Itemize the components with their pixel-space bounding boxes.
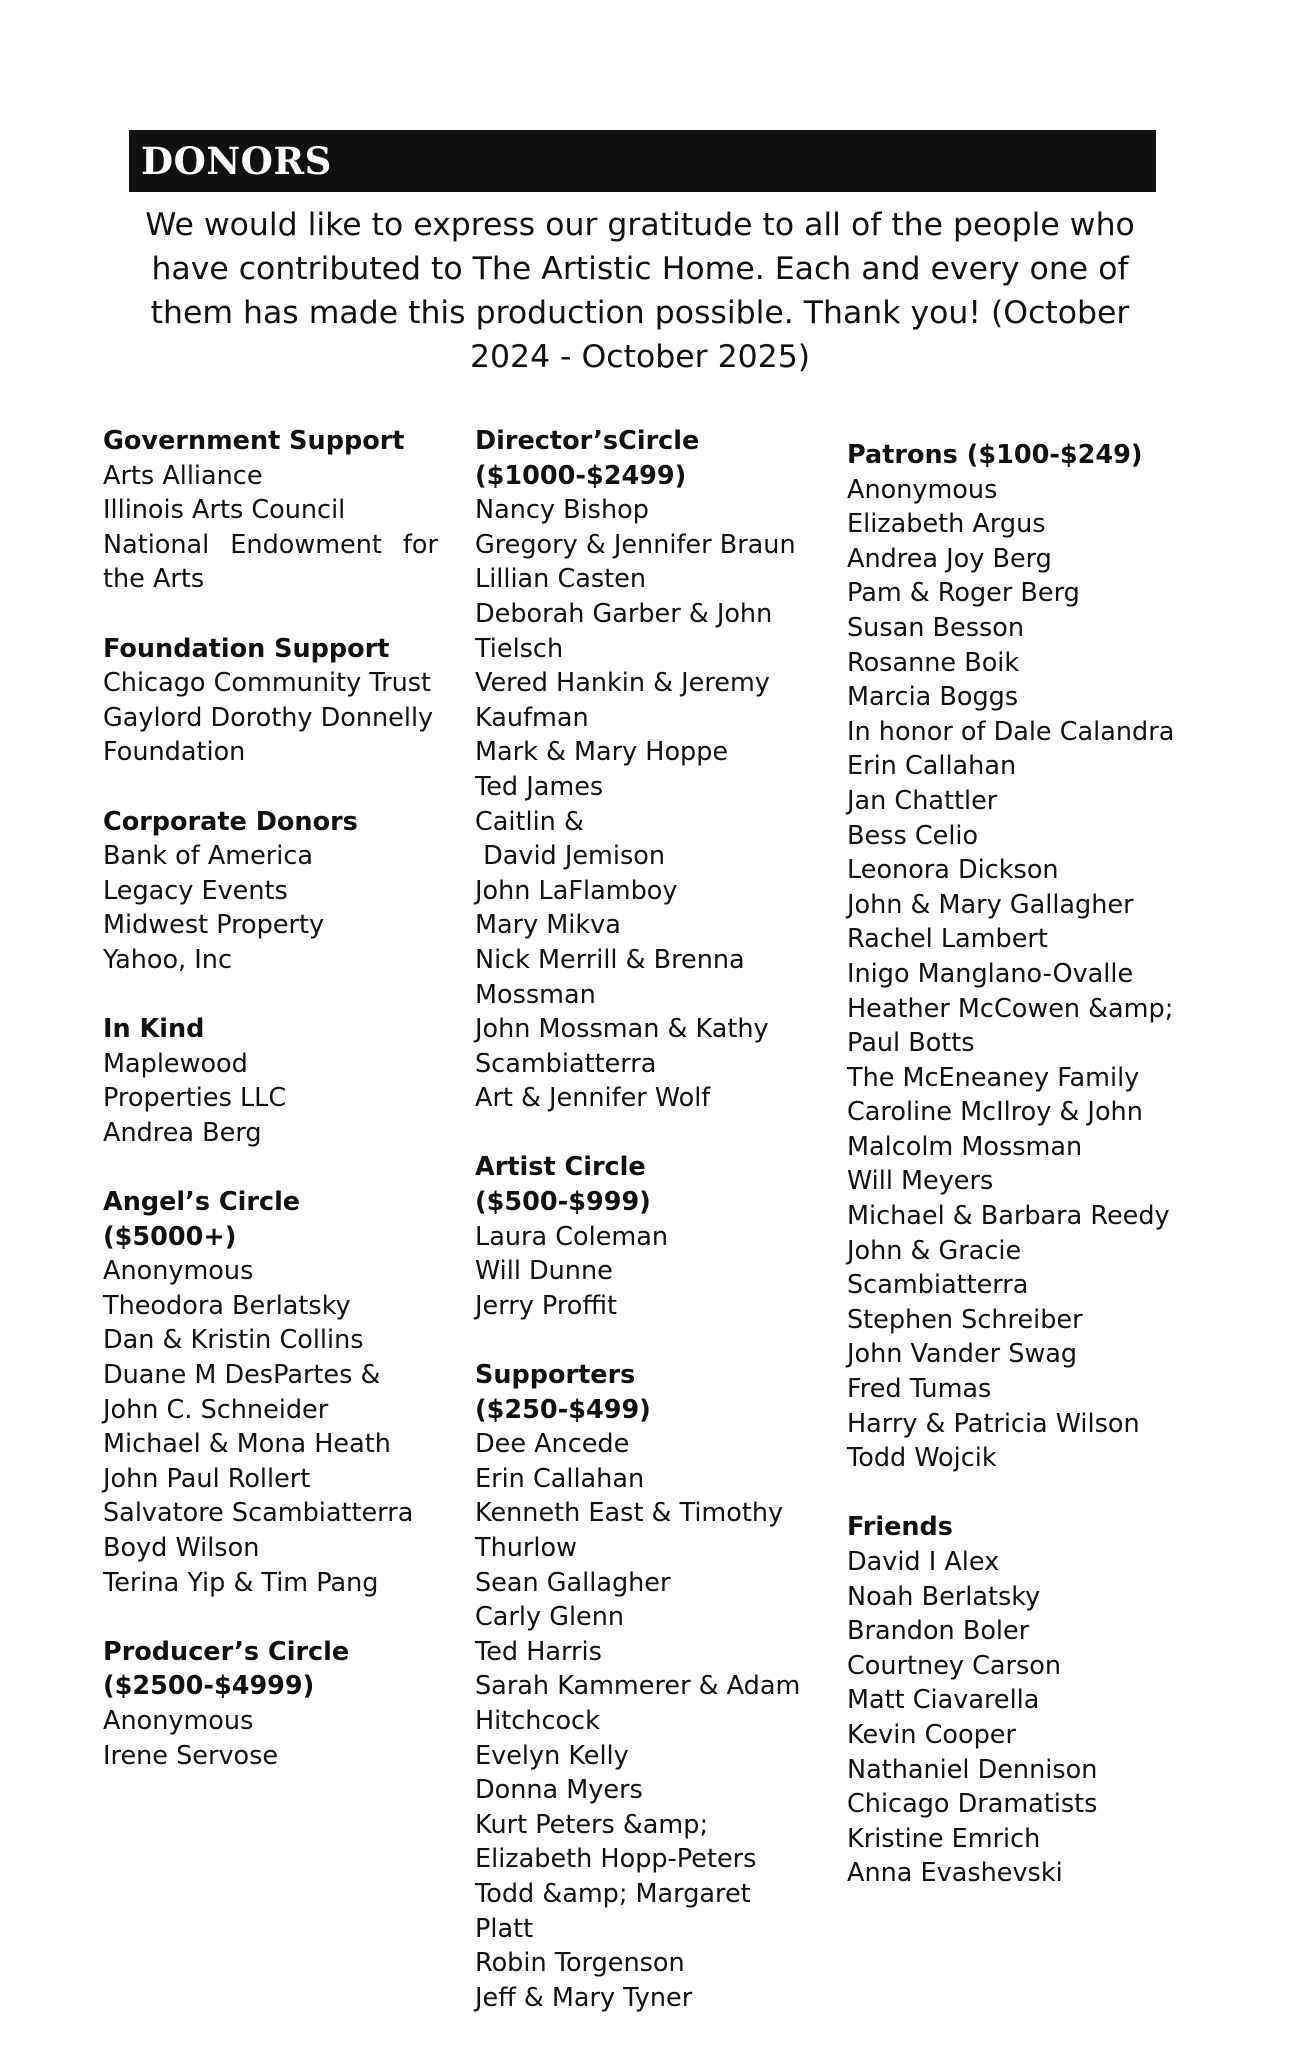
donor-name: Jerry Proffit xyxy=(475,1290,618,1321)
donor-name: Bank of America xyxy=(103,841,314,872)
donor-name: Theodora Berlatsky xyxy=(103,1290,351,1321)
donor-name: The McEneaney Family xyxy=(847,1062,1140,1093)
section-title: Corporate Donors xyxy=(103,806,358,837)
section-in-kind xyxy=(103,1012,438,1150)
donor-name: Fred Tumas xyxy=(847,1374,992,1405)
section-title: Angel’s Circle ($5000+) xyxy=(103,1187,301,1252)
donor-name: Deborah Garber & John xyxy=(475,598,773,629)
donor-name: John Vander Swag xyxy=(847,1339,1078,1370)
donor-name: Anonymous xyxy=(103,1705,254,1736)
donor-name: Mark & Mary Hoppe xyxy=(475,737,729,768)
donor-name: Art & Jennifer Wolf xyxy=(475,1083,711,1114)
section-government-support xyxy=(103,424,438,597)
donor-name: Susan Besson xyxy=(847,612,1025,643)
donor-name: Scambiatterra xyxy=(847,1270,1029,1301)
donor-name: In honor of Dale Calandra xyxy=(847,716,1175,747)
donor-name: Nick Merrill & Brenna xyxy=(475,944,745,975)
donor-name: Jeff & Mary Tyner xyxy=(475,1982,693,2013)
donor-name: Elizabeth Hopp-Peters xyxy=(475,1844,757,1875)
donor-name: Brandon Boler xyxy=(847,1616,1030,1647)
section-foundation-support xyxy=(103,632,438,770)
donor-name: Kristine Emrich xyxy=(847,1823,1041,1854)
donor-name: Chicago Community Trust xyxy=(103,668,432,699)
section-title: Foundation Support xyxy=(103,633,390,664)
donor-name: Hitchcock xyxy=(475,1705,600,1736)
donor-name: Carly Glenn xyxy=(475,1602,625,1633)
donor-name: Michael & Mona Heath xyxy=(103,1429,391,1460)
donor-name: Duane M DesPartes & xyxy=(103,1360,381,1391)
donor-name: Kenneth East & Timothy xyxy=(475,1498,784,1529)
donor-name: National Endowment for the Arts xyxy=(103,529,438,595)
donor-name: Will Dunne xyxy=(475,1256,613,1287)
donor-name: Paul Botts xyxy=(847,1028,975,1059)
donor-name: Irene Servose xyxy=(103,1740,279,1771)
donor-name: Chicago Dramatists xyxy=(847,1789,1098,1820)
donor-name: Donna Myers xyxy=(475,1775,643,1806)
donor-name: Illinois Arts Council xyxy=(103,495,346,526)
donor-name: Jan Chattler xyxy=(847,785,998,816)
donor-name: Legacy Events xyxy=(103,875,288,906)
donor-name: Caroline McIlroy & John xyxy=(847,1097,1143,1128)
section-title: ($1000-$2499) xyxy=(475,460,687,491)
donor-name: Vered Hankin & Jeremy xyxy=(475,668,770,699)
donor-name: Michael & Barbara Reedy xyxy=(847,1201,1170,1232)
section-title: Friends xyxy=(847,1512,953,1543)
donor-name: Bess Celio xyxy=(847,820,979,851)
donor-name: Maplewood xyxy=(103,1048,248,1079)
section-title: Patrons ($100-$249) xyxy=(847,440,1143,470)
donor-column-3 xyxy=(847,438,1177,1926)
donor-name: Caitlin & xyxy=(475,806,584,837)
section-title: In Kind xyxy=(103,1014,205,1045)
donor-name: Nancy Bishop xyxy=(475,495,649,526)
donor-name: Courtney Carson xyxy=(847,1650,1062,1681)
section-angels-circle xyxy=(103,1185,438,1600)
donor-name: Erin Callahan xyxy=(847,751,1017,782)
donor-column-2 xyxy=(475,424,805,2050)
donor-name: Marcia Boggs xyxy=(847,682,1019,713)
donor-name: Pam & Roger Berg xyxy=(847,578,1080,609)
section-title: Director’sCircle xyxy=(475,426,700,456)
section-friends xyxy=(847,1510,1177,1891)
donor-name: John C. Schneider xyxy=(103,1394,329,1425)
donor-name: David I Alex xyxy=(847,1547,1000,1577)
donor-name: Andrea Berg xyxy=(103,1117,262,1148)
section-directors-circle xyxy=(475,424,805,1116)
donor-name: Malcolm Mossman xyxy=(847,1131,1083,1162)
donor-name: David Jemison xyxy=(475,841,666,872)
section-title: Artist Circle ($500-$999) xyxy=(475,1152,651,1218)
donor-name: Mossman xyxy=(475,979,596,1010)
section-patrons xyxy=(847,438,1177,1476)
intro-paragraph: We would like to express our gratitude to all of the people who have contributed to The Artistic Home. Each and every one of them has made this production possible. Thank you! (October 2024 - October 2025) xyxy=(145,207,1135,375)
donor-name: Mary Mikva xyxy=(475,910,621,941)
donor-name: Ted Harris xyxy=(475,1636,602,1667)
donor-name: Yahoo, Inc xyxy=(103,944,232,975)
donor-name: Platt xyxy=(475,1913,534,1944)
section-corporate-donors xyxy=(103,805,438,978)
donor-name: Salvatore Scambiatterra xyxy=(103,1498,414,1529)
section-title: Producer’s Circle xyxy=(103,1636,350,1667)
donor-name: John & Mary Gallagher xyxy=(847,889,1134,920)
donor-name: Todd Wojcik xyxy=(847,1443,997,1474)
donor-name: Todd &amp; Margaret xyxy=(475,1878,751,1909)
donor-name: Terina Yip & Tim Pang xyxy=(103,1567,379,1598)
donor-name: Thurlow xyxy=(475,1533,577,1563)
donor-name: Midwest Property xyxy=(103,910,325,941)
donor-name: John LaFlamboy xyxy=(475,875,678,906)
donor-name: Evelyn Kelly xyxy=(475,1740,629,1771)
donor-name: Arts Alliance xyxy=(103,460,263,491)
donor-name: Kevin Cooper xyxy=(847,1719,1016,1750)
donors-banner xyxy=(129,130,1156,192)
donor-name: Elizabeth Argus xyxy=(847,509,1046,540)
donor-name: Will Meyers xyxy=(847,1166,994,1197)
donor-name: Rachel Lambert xyxy=(847,924,1048,955)
donor-name: Stephen Schreiber xyxy=(847,1304,1083,1335)
donor-name: Properties LLC xyxy=(103,1083,287,1114)
donor-name: Andrea Joy Berg xyxy=(847,543,1052,574)
donor-name: Sarah Kammerer & Adam xyxy=(475,1671,801,1702)
donor-name: Laura Coleman xyxy=(475,1221,669,1252)
donor-name: Sean Gallagher xyxy=(475,1567,671,1598)
donor-name: Anonymous xyxy=(847,474,998,505)
donor-name: Kaufman xyxy=(475,702,589,733)
donor-name: John Paul Rollert xyxy=(103,1463,311,1494)
donor-name: Erin Callahan xyxy=(475,1463,645,1494)
donor-name: Ted James xyxy=(475,771,604,802)
donor-name: Anonymous xyxy=(103,1256,254,1287)
donor-column-1 xyxy=(103,424,438,1808)
section-title: ($2500-$4999) xyxy=(103,1671,315,1702)
section-artist-circle xyxy=(475,1150,805,1323)
donor-name: Heather McCowen &amp; xyxy=(847,993,1174,1024)
donor-name: Noah Berlatsky xyxy=(847,1581,1041,1612)
donor-name: Dan & Kristin Collins xyxy=(103,1325,364,1356)
section-title: Government Support xyxy=(103,426,405,456)
donor-name: Harry & Patricia Wilson xyxy=(847,1408,1140,1439)
donor-name: John & Gracie xyxy=(847,1235,1022,1266)
donor-name: Lillian Casten xyxy=(475,564,647,595)
section-title: Supporters ($250-$499) xyxy=(475,1360,651,1425)
section-supporters xyxy=(475,1358,805,2015)
donor-name: Gregory & Jennifer Braun xyxy=(475,529,796,560)
donor-name: Kurt Peters &amp; xyxy=(475,1809,709,1840)
donor-name: Leonora Dickson xyxy=(847,855,1059,886)
donor-name: Tielsch xyxy=(475,633,564,664)
page-title: DONORS xyxy=(141,139,332,183)
donor-name: Inigo Manglano-Ovalle xyxy=(847,958,1134,989)
donor-name: Dee Ancede xyxy=(475,1429,630,1460)
donor-name: Matt Ciavarella xyxy=(847,1685,1040,1716)
donor-name: Gaylord Dorothy Donnelly Foundation xyxy=(103,702,434,768)
donor-name: Scambiatterra xyxy=(475,1048,657,1079)
donor-name: John Mossman & Kathy xyxy=(475,1014,769,1045)
donor-name: Nathaniel Dennison xyxy=(847,1754,1098,1785)
donor-name: Rosanne Boik xyxy=(847,647,1020,678)
section-producers-circle xyxy=(103,1635,438,1773)
donor-name: Boyd Wilson xyxy=(103,1533,260,1563)
donor-name: Anna Evashevski xyxy=(847,1858,1063,1889)
donor-name: Robin Torgenson xyxy=(475,1948,685,1979)
